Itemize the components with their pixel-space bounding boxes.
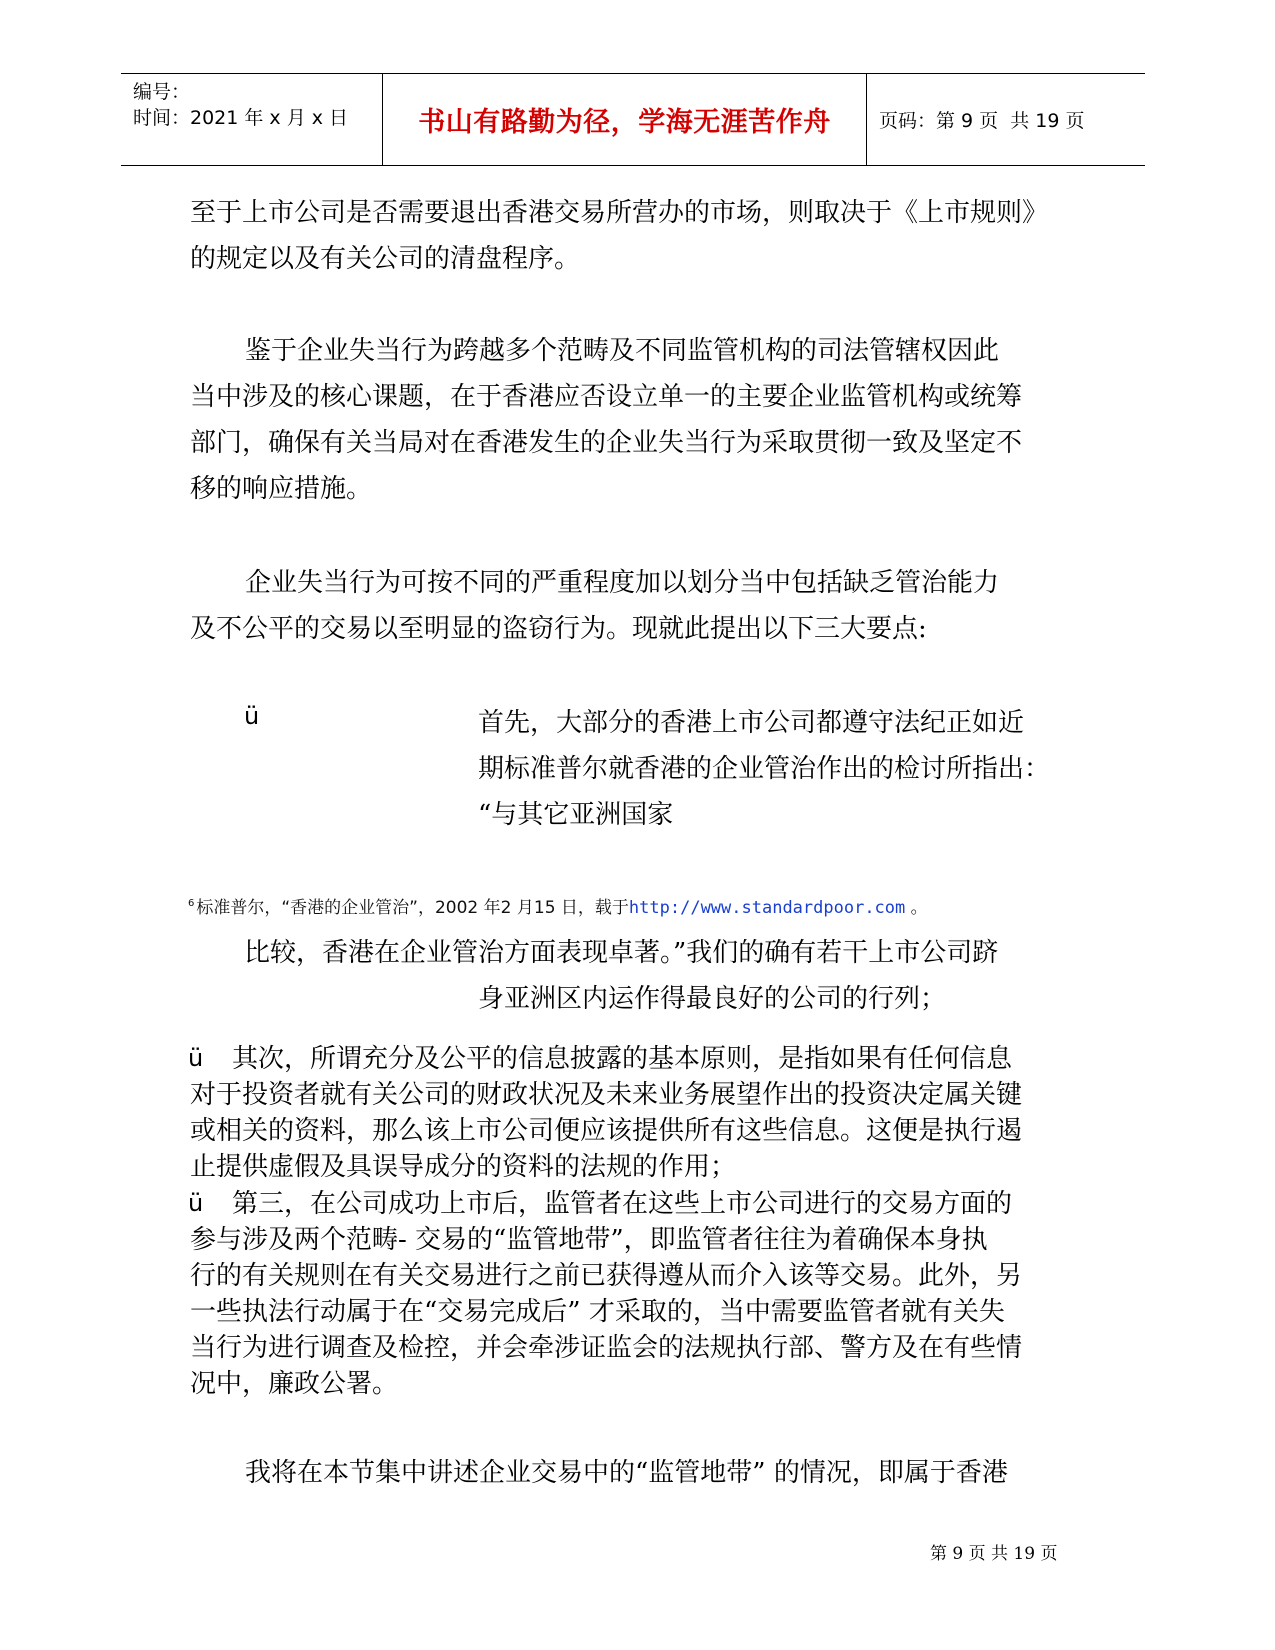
- text-line: 参与涉及两个范畴- 交易的“监管地带”，即监管者往往为着确保本身执: [190, 1225, 988, 1255]
- text-line: 我将在本节集中讲述企业交易中的“监管地带” 的情况，即属于香港: [245, 1458, 1008, 1488]
- text-line: “与其它亚洲国家: [478, 800, 674, 830]
- text-line: 鉴于企业失当行为跨越多个范畴及不同监管机构的司法管辖权因此: [245, 336, 1000, 366]
- date-label: 时间：2021 年 x 月 x 日: [133, 107, 349, 129]
- header-page-cell: [867, 74, 1145, 165]
- paragraph-1: [190, 190, 1048, 282]
- bullet-2: [190, 1041, 1022, 1185]
- text-line: 及不公平的交易以至明显的盗窃行为。现就此提出以下三大要点:: [190, 614, 927, 644]
- text-line: 况中，廉政公署。: [190, 1369, 399, 1399]
- text-line: 企业失当行为可按不同的严重程度加以划分当中包括缺乏管治能力: [245, 568, 1000, 598]
- bullet-3: [190, 1186, 1022, 1402]
- paragraph-3: [190, 560, 999, 652]
- text-line: 第三，在公司成功上市后，监管者在这些上市公司进行的交易方面的: [232, 1189, 1013, 1219]
- text-line: 或相关的资料，那么该上市公司便应该提供所有这些信息。这便是执行遏: [190, 1116, 1023, 1146]
- text-line: 一些执法行动属于在“交易完成后” 才采取的，当中需要监管者就有关失: [190, 1297, 1005, 1327]
- footnote: [188, 893, 928, 918]
- text-line: 期标准普尔就香港的企业管治作出的检讨所指出：: [478, 754, 1051, 784]
- text-line: 其次，所谓充分及公平的信息披露的基本原则，是指如果有任何信息: [232, 1044, 1013, 1074]
- header-meta: [121, 74, 383, 165]
- page-label: 页码：第 9 页 共 19 页: [879, 110, 1085, 132]
- page-footer: 第 9 页 共 19 页: [930, 1544, 1058, 1564]
- text-line: 移的响应措施。: [190, 474, 373, 504]
- bullet-1: [478, 700, 1050, 838]
- text-line: 当中涉及的核心课题，在于香港应否设立单一的主要企业监管机构或统筹: [190, 382, 1023, 412]
- bullet-1-continuation: [244, 930, 998, 1022]
- number-label: 编号：: [133, 81, 191, 103]
- footnote-end: 。: [905, 898, 928, 918]
- text-line: 的规定以及有关公司的清盘程序。: [190, 244, 581, 274]
- checkmark-bullet-icon: ü: [188, 1189, 204, 1217]
- text-line: 至于上市公司是否需要退出香港交易所营办的市场，则取决于《上市规则》: [190, 198, 1049, 228]
- text-line: 行的有关规则在有关交易进行之前已获得遵从而介入该等交易。此外，另: [190, 1261, 1023, 1291]
- motto: 书山有路勤为径，学海无涯苦作舟: [418, 107, 831, 138]
- footnote-text: 标准普尔，“香港的企业管治”，2002 年2 月15 日，载于: [196, 898, 629, 918]
- checkmark-bullet-icon: ü: [244, 702, 260, 730]
- text-line: 部门，确保有关当局对在香港发生的企业失当行为采取贯彻一致及坚定不: [190, 428, 1023, 458]
- text-line: 当行为进行调查及检控，并会牵涉证监会的法规执行部、警方及在有些情: [190, 1333, 1023, 1363]
- checkmark-bullet-icon: ü: [188, 1044, 204, 1072]
- text-line: 对于投资者就有关公司的财政状况及未来业务展望作出的投资决定属关键: [190, 1080, 1023, 1110]
- footnote-link[interactable]: http://www.standardpoor.com: [628, 898, 906, 918]
- header-motto-cell: [383, 74, 867, 165]
- paragraph-last: [190, 1450, 1008, 1496]
- text-line: 首先，大部分的香港上市公司都遵守法纪正如近: [478, 708, 1025, 738]
- text-line: 比较，香港在企业管治方面表现卓著。”我们的确有若干上市公司跻: [244, 938, 999, 968]
- text-line: 止提供虚假及具误导成分的资料的法规的作用；: [190, 1152, 737, 1182]
- paragraph-2: [190, 328, 1022, 512]
- footnote-marker: 6: [188, 898, 195, 910]
- text-line: 身亚洲区内运作得最良好的公司的行列；: [478, 984, 947, 1014]
- header-table: [121, 73, 1145, 166]
